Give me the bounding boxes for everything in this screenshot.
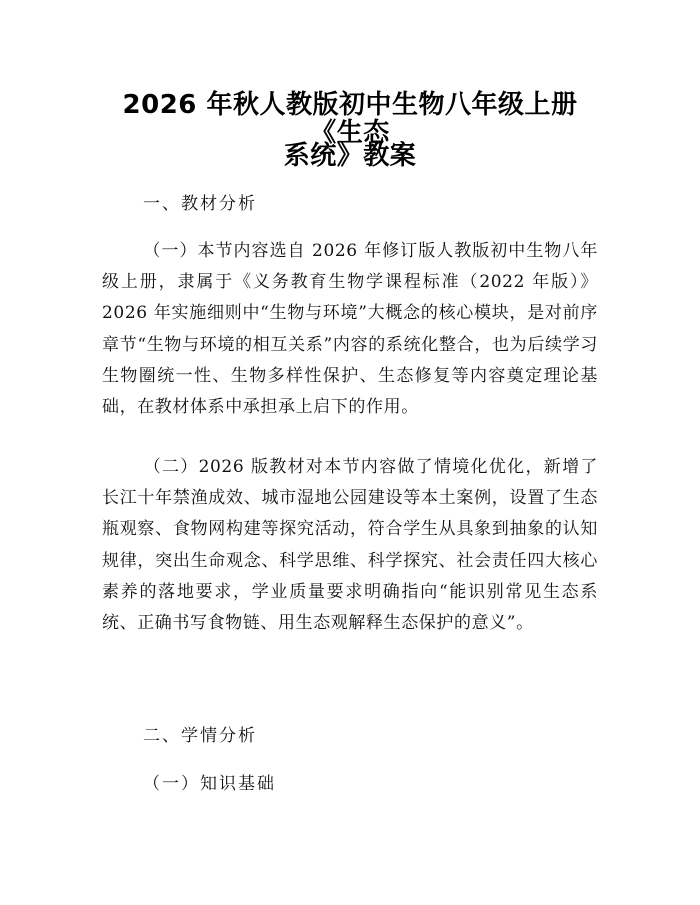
document-title-line-1: 2026 年秋人教版初中生物八年级上册《生态 — [122, 90, 578, 148]
section-heading-textbook-analysis: 一、教材分析 — [143, 194, 257, 214]
document-title-line-2: 系统》教案 — [283, 141, 417, 171]
subsection-heading-knowledge-base: （一）知识基础 — [143, 774, 276, 794]
paragraph-textbook-analysis-1 — [102, 236, 598, 423]
paragraph-text: （一）本节内容选自 2026 年修订版人教版初中生物八年级上册，隶属于《义务教育生物学课程标准（2022 年版）》2026 年实施细则中“生物与环境”大概念的核心模块，是对前序章节“生物与环境的相互关系”内容的系统化整合，也为后续学习生物圈统一性、生物多样性保护、生态修复等内容奠定理论基础，在教材体系中承担承上启下的作用。 — [102, 241, 598, 418]
paragraph-text: （二）2026 版教材对本节内容做了情境化优化，新增了长江十年禁渔成效、城市湿地公园建设等本土案例，设置了生态瓶观察、食物网构建等探究活动，符合学生从具象到抽象的认知规律，突出生命观念、科学思维、科学探究、社会责任四大核心素养的落地要求，学业质量要求明确指向“能识别常见生态系统、正确书写食物链、用生态观解释生态保护的意义”。 — [102, 457, 598, 634]
section-heading-student-analysis: 二、学情分析 — [143, 726, 257, 746]
paragraph-textbook-analysis-2 — [102, 452, 598, 639]
